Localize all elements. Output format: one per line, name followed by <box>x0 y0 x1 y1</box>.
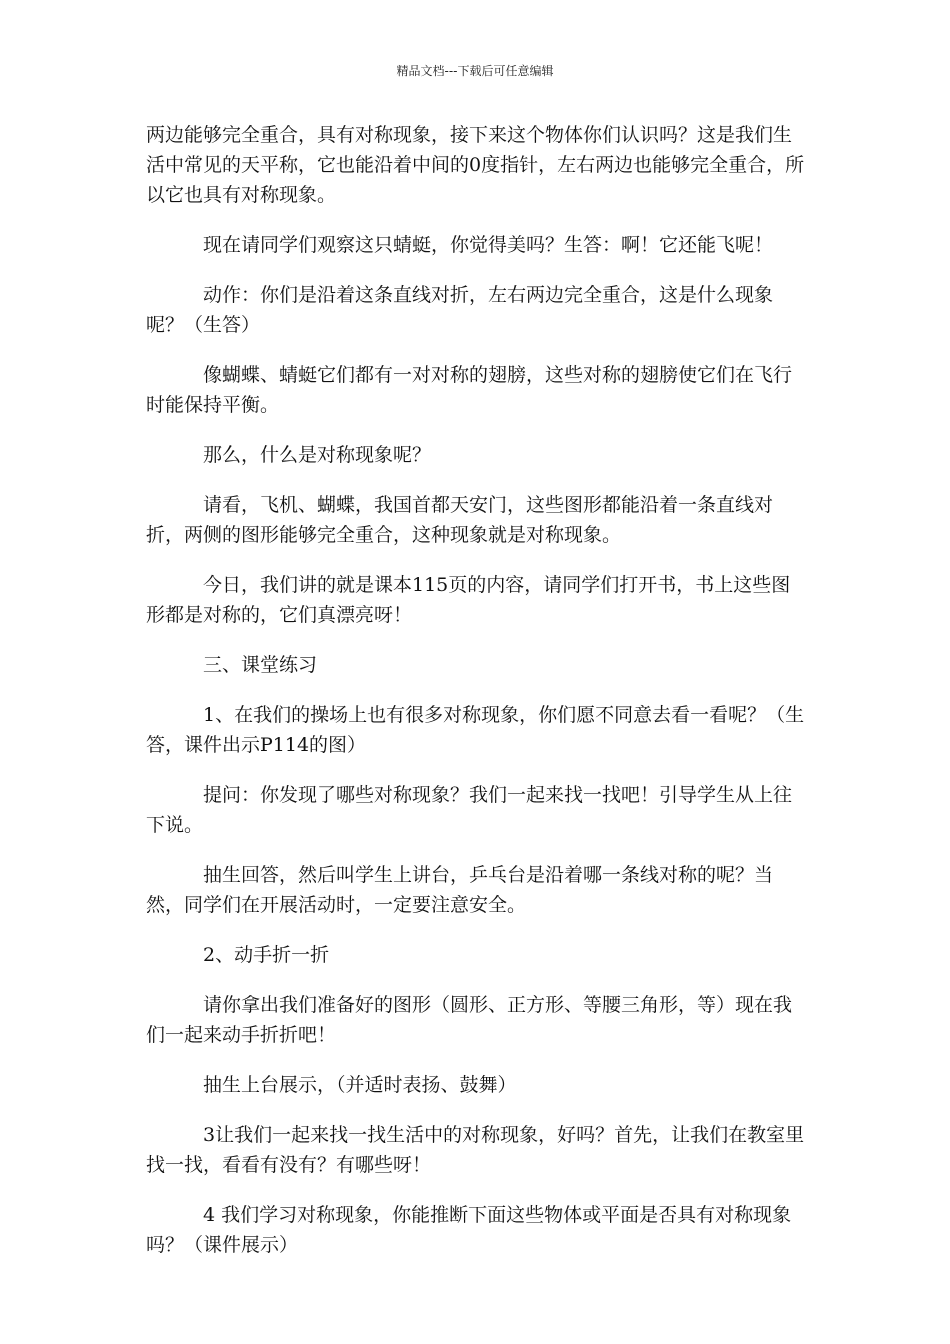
paragraph: 现在请同学们观察这只蜻蜓，你觉得美吗？生答：啊！它还能飞呢！ <box>203 234 774 256</box>
paragraph: 抽生上台展示，（并适时表扬、鼓舞） <box>203 1074 517 1096</box>
section-heading: 三、课堂练习 <box>203 654 318 676</box>
paragraph: 4 我们学习对称现象，你能推断下面这些物体或平面是否具有对称现象吗？（课件展示） <box>146 1204 792 1256</box>
paragraph: 动作：你们是沿着这条直线对折，左右两边完全重合，这是什么现象呢？（生答） <box>146 284 774 336</box>
paragraph: 抽生回答，然后叫学生上讲台，乒乓台是沿着哪一条线对称的呢？当然，同学们在开展活动时，一定要注意安全。 <box>146 864 774 916</box>
paragraph: 请你拿出我们准备好的图形（圆形、正方形、等腰三角形，等）现在我们一起来动手折折吧！ <box>146 994 793 1046</box>
document-body <box>146 120 806 1280</box>
paragraph: 像蝴蝶、蜻蜓它们都有一对对称的翅膀，这些对称的翅膀使它们在飞行时能保持平衡。 <box>146 364 793 416</box>
paragraph: 提问：你发现了哪些对称现象？我们一起来找一找吧！引导学生从上往下说。 <box>146 784 793 836</box>
page-header: 精品文档---下载后可任意编辑 <box>396 64 554 78</box>
paragraph: 那么，什么是对称现象呢？ <box>203 444 432 466</box>
paragraph: 1、在我们的操场上也有很多对称现象，你们愿不同意去看一看呢？（生答，课件出示P114的图） <box>146 704 805 756</box>
paragraph: 2、动手折一折 <box>203 944 330 966</box>
paragraph: 今日，我们讲的就是课本115页的内容，请同学们打开书，书上这些图形都是对称的，它们真漂亮呀！ <box>146 574 791 626</box>
paragraph: 两边能够完全重合，具有对称现象，接下来这个物体你们认识吗？这是我们生活中常见的天平称，它也能沿着中间的0度指针，左右两边也能够完全重合，所以它也具有对称现象。 <box>146 124 805 206</box>
paragraph: 请看，飞机、蝴蝶，我国首都天安门，这些图形都能沿着一条直线对折，两侧的图形能够完全重合，这种现象就是对称现象。 <box>146 494 774 546</box>
paragraph: 3让我们一起来找一找生活中的对称现象，好吗？首先，让我们在教室里找一找，看看有没有？有哪些呀！ <box>146 1124 805 1176</box>
